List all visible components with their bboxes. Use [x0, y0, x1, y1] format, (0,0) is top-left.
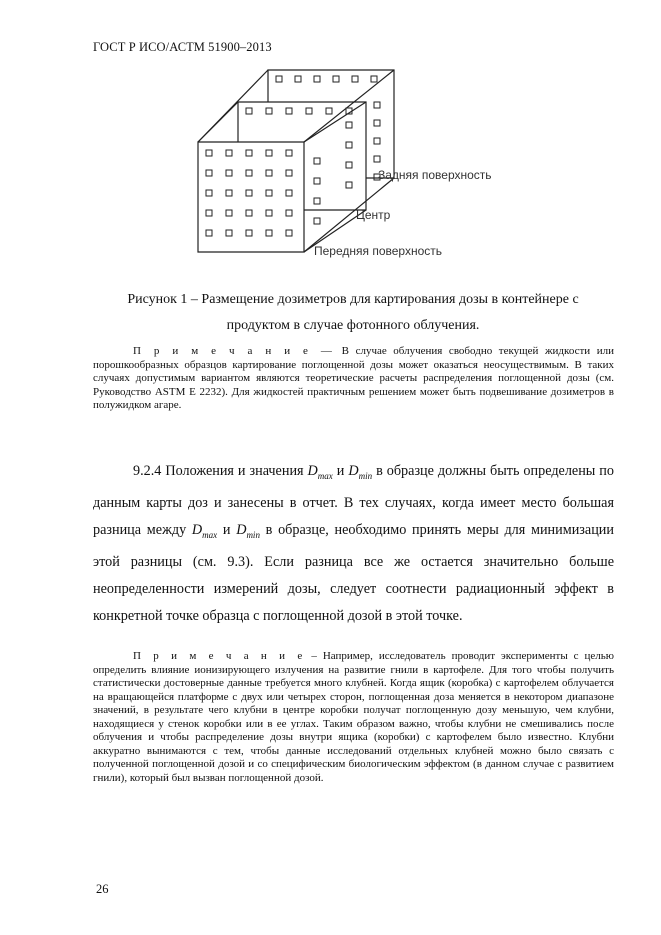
conj-and: и	[332, 463, 349, 479]
symbol-d: D	[191, 521, 203, 538]
symbol-d: D	[348, 463, 359, 479]
subscript-min: min	[246, 529, 260, 540]
dosimeter-box-figure	[196, 62, 526, 267]
label-back-surface: Задняя поверхность	[378, 168, 492, 182]
figure-caption-line1: Рисунок 1 – Размещение дозиметров для картирования дозы в контейнере с	[127, 292, 579, 307]
dosimeter-square	[374, 102, 380, 108]
note-1-text: В случае облучения свободно текущей жидкости или порошкообразных образцов картирование поглощенной дозы может оказаться неосуществимым. В таких случаях допустимым вариантом являются теоретические расчеты распределения поглощенной дозы (см. Руководство ASTM E 2232). Для жидкостей практичным решением может быть подвешивание дозиметров в полужидком агаре.	[93, 345, 614, 411]
note-1	[93, 345, 614, 413]
conj-and: и	[217, 521, 237, 538]
note-2	[93, 650, 614, 785]
label-center: Центр	[356, 208, 391, 222]
paragraph-text-3: в образце, необходимо принять меры для минимизации этой разницы (см. 9.3). Если разница все же остается значительно больше неопределенности измерений дозы, следует соотнести радиационный эффект в конкретной точке образца с поглощенной дозой в этой точке.	[93, 521, 614, 624]
dosimeter-square	[374, 156, 380, 162]
page-number: 26	[96, 882, 109, 896]
symbol-d: D	[307, 463, 318, 479]
dosimeter-square	[314, 218, 320, 224]
dosimeter-square	[374, 138, 380, 144]
document-header: ГОСТ Р ИСО/АСТМ 51900–2013	[93, 40, 272, 54]
dosimeter-square	[371, 76, 377, 82]
paragraph-text-1: 9.2.4 Положения и значения	[133, 463, 308, 479]
dosimeter-square	[352, 76, 358, 82]
symbol-d: D	[236, 521, 247, 538]
subscript-max: max	[202, 529, 218, 540]
dosimeter-square	[276, 76, 282, 82]
dosimeter-square	[314, 76, 320, 82]
label-front-surface: Передняя поверхность	[314, 244, 443, 258]
box-outline	[198, 70, 394, 252]
note-1-lead: П р и м е ч а н и е —	[133, 345, 336, 357]
figure-caption-line2: продуктом в случае фотонного облучения.	[226, 318, 480, 333]
dosimeter-square	[295, 76, 301, 82]
note-2-lead: П р и м е ч а н и е	[133, 650, 306, 662]
dosimeter-square	[333, 76, 339, 82]
paragraph-text-2: в образце должны быть определены по данным карты доз и занесены в отчет. В тех случаях, когда имеет место большая разница между	[93, 463, 614, 538]
paragraph-9-2-4	[93, 458, 614, 630]
dosimeter-square	[374, 120, 380, 126]
subscript-min: min	[358, 470, 373, 481]
note-2-text: – Например, исследователь проводит эксперименты с целью определить влияние ионизирующего излучения на развитие гнили в картофеле. Для того чтобы получить статистически достоверные данные требуется много клубней. Когда ящик (коробка) с картофелем облучается на вращающейся платформе с двух или четырех сторон, поглощенная доза меняется в некотором диапазоне значений, в результате чего клубни в центре коробки получат поглощенную дозу меньшую, чем клубни, находящиеся у стенок коробки или в ее углах. Таким образом важно, чтобы клубни не смешивались после облучения и чтобы распределение дозы внутри ящика (коробки) с картофелем было известно. Клубни аккуратно вынимаются с тем, чтобы данные исследований отдельных клубней можно было связать с полученной поглощенной дозой и со специфическим биологическим эффектом (в данном случае с развитием гнили), который был вызван поглощенной дозой.	[93, 650, 614, 784]
subscript-max: max	[317, 470, 333, 481]
